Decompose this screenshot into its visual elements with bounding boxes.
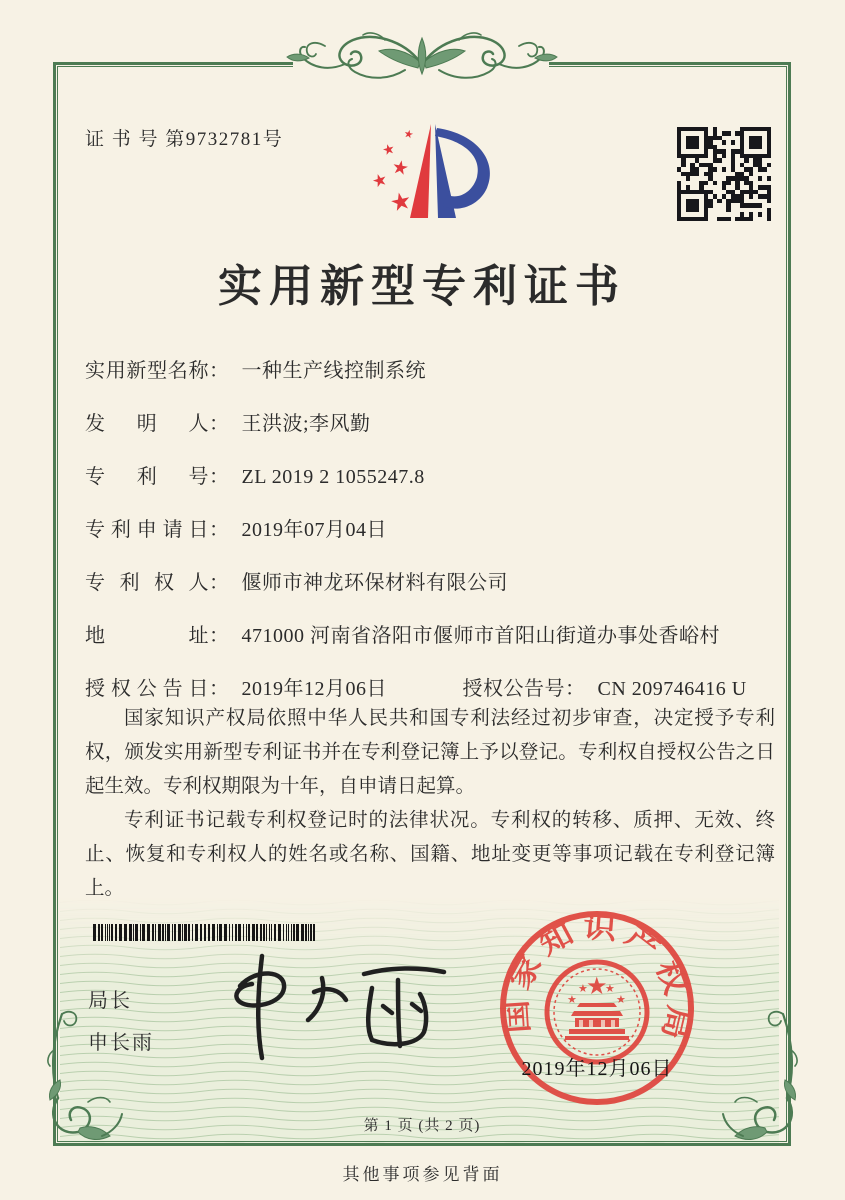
svg-text:★: ★ <box>380 140 397 160</box>
colon: ： <box>209 360 230 382</box>
colon: ： <box>209 413 230 435</box>
legal-paragraph: 专利证书记载专利权登记时的法律状况。专利权的转移、质押、无效、终止、恢复和专利权人的姓名或名称、国籍、地址变更等事项记载在专利登记簿上。 <box>85 810 775 899</box>
svg-text:★: ★ <box>567 993 577 1006</box>
field-value: ZL 2019 2 1055247.8 <box>241 466 425 488</box>
seal-date: 2019年12月06日 <box>521 1058 673 1080</box>
svg-text:★: ★ <box>390 155 411 181</box>
national-emblem-icon <box>547 962 647 1062</box>
svg-text:★: ★ <box>402 126 415 142</box>
colon: ： <box>565 678 586 700</box>
seal-text: 国家知识产权局 <box>501 911 695 1044</box>
svg-text:★: ★ <box>616 993 626 1006</box>
field-label: 专利权人 <box>85 572 209 594</box>
certificate-number: 证 书 号 第9732781号 <box>85 129 284 150</box>
field-label: 专利申请日 <box>85 519 209 541</box>
commissioner-title: 局长 <box>88 990 132 1012</box>
top-scroll-ornament-icon <box>283 16 561 96</box>
svg-text:★: ★ <box>605 982 615 995</box>
field-value: 一种生产线控制系统 <box>241 360 426 382</box>
field-value: CN 209746416 U <box>597 678 747 700</box>
svg-text:★: ★ <box>369 169 391 193</box>
page-number: 第 1 页 (共 2 页) <box>363 1118 481 1134</box>
field-value: 王洪波;李风勤 <box>241 413 371 435</box>
field-label: 地址 <box>85 625 209 647</box>
field-value: 偃师市神龙环保材料有限公司 <box>241 572 508 594</box>
qr-code <box>677 127 771 221</box>
field-value: 2019年12月06日 <box>241 678 387 700</box>
colon: ： <box>209 572 230 594</box>
field-label: 实用新型名称 <box>85 360 209 382</box>
legal-paragraph: 国家知识产权局依照中华人民共和国专利法经过初步审查，决定授予专利权，颁发实用新型专利证书并在专利登记簿上予以登记。专利权自授权公告之日起生效。专利权期限为十年，自申请日起算。 <box>85 708 775 797</box>
legal-text <box>85 702 775 906</box>
field-row-grant <box>85 672 747 701</box>
field-row-inventor <box>85 407 371 436</box>
back-side-note: 其他事项参见背面 <box>342 1165 503 1184</box>
field-row-name <box>85 354 426 383</box>
certificate-title: 实用新型专利证书 <box>218 262 626 311</box>
field-value: 2019年07月04日 <box>241 519 387 541</box>
colon: ： <box>209 519 230 541</box>
svg-text:★: ★ <box>586 972 608 1000</box>
signature-icon <box>220 944 458 1064</box>
field-label: 专利号 <box>85 466 209 488</box>
field-row-address <box>85 619 720 648</box>
svg-text:★: ★ <box>578 982 588 995</box>
grant-number-group <box>463 678 747 700</box>
colon: ： <box>209 678 230 700</box>
cnipa-logo-icon <box>348 116 516 236</box>
field-row-patentee <box>85 566 508 595</box>
field-value: 471000 河南省洛阳市偃师市首阳山街道办事处香峪村 <box>241 625 720 647</box>
colon: ： <box>209 466 230 488</box>
field-label: 发明人 <box>85 413 209 435</box>
svg-text:★: ★ <box>387 185 415 218</box>
field-label: 授权公告日 <box>85 678 209 700</box>
colon: ： <box>209 625 230 647</box>
field-label: 授权公告号 <box>462 678 565 700</box>
barcode <box>93 924 321 941</box>
commissioner-name: 申长雨 <box>88 1032 154 1054</box>
field-row-filing-date <box>85 513 387 542</box>
field-row-patent-no <box>85 460 425 489</box>
